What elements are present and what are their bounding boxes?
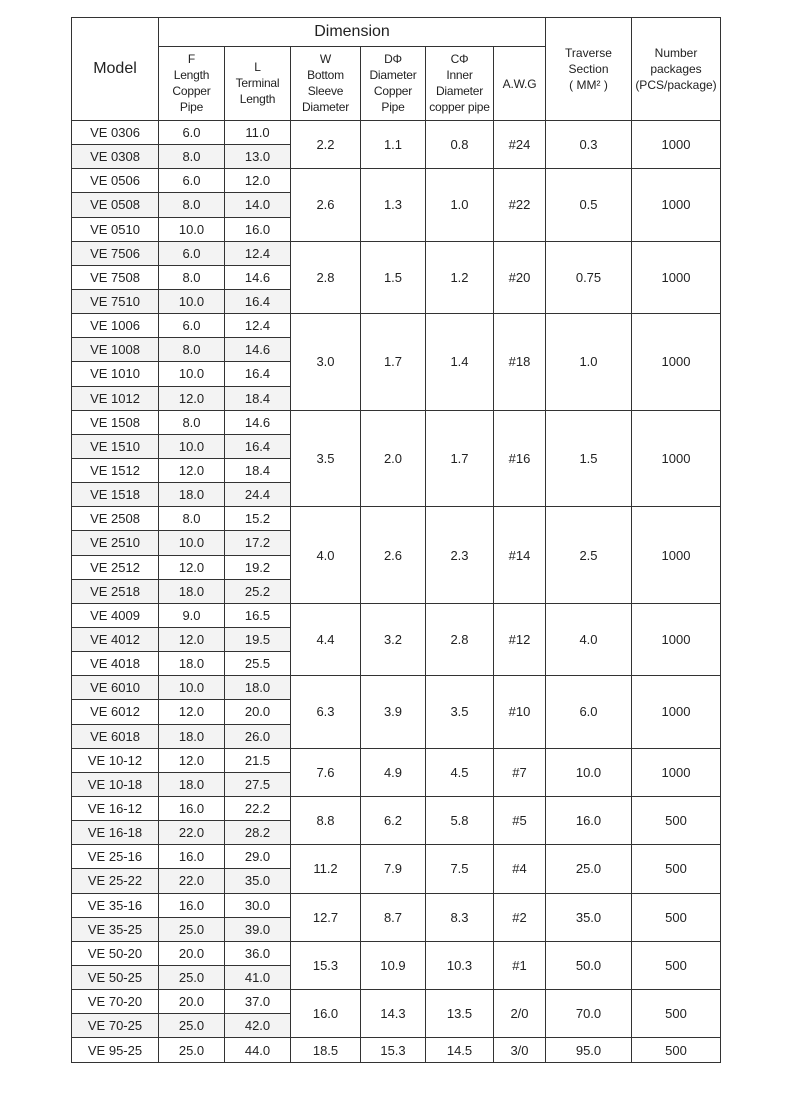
d-diameter-cell: 7.9	[361, 845, 426, 893]
l-terminal-length-cell: 16.4	[225, 434, 291, 458]
packages-cell: 500	[632, 796, 721, 844]
l-terminal-length-cell: 14.0	[225, 193, 291, 217]
l-terminal-length-cell: 39.0	[225, 917, 291, 941]
model-cell: VE 0308	[72, 145, 159, 169]
packages-cell: 1000	[632, 410, 721, 507]
d-diameter-cell: 15.3	[361, 1038, 426, 1063]
c-inner-diameter-cell: 14.5	[426, 1038, 494, 1063]
header-line: Terminal	[235, 76, 280, 90]
awg-cell: #7	[494, 748, 546, 796]
model-cell: VE 35-16	[72, 893, 159, 917]
l-terminal-length-cell: 12.0	[225, 169, 291, 193]
f-length-cell: 16.0	[159, 796, 225, 820]
f-length-cell: 6.0	[159, 169, 225, 193]
model-cell: VE 2508	[72, 507, 159, 531]
model-cell: VE 1012	[72, 386, 159, 410]
awg-cell: #24	[494, 121, 546, 169]
l-terminal-length-cell: 11.0	[225, 121, 291, 145]
w-diameter-cell: 7.6	[291, 748, 361, 796]
awg-cell: #4	[494, 845, 546, 893]
w-diameter-cell: 4.0	[291, 507, 361, 604]
l-terminal-length-cell: 16.0	[225, 217, 291, 241]
l-terminal-length-header	[225, 47, 291, 121]
packages-cell: 500	[632, 941, 721, 989]
header-line: Section	[568, 62, 609, 76]
l-terminal-length-cell: 19.2	[225, 555, 291, 579]
table-row	[72, 676, 721, 700]
l-terminal-length-cell: 44.0	[225, 1038, 291, 1063]
f-length-cell: 18.0	[159, 772, 225, 796]
d-diameter-cell: 2.6	[361, 507, 426, 604]
packages-cell: 1000	[632, 748, 721, 796]
f-length-cell: 10.0	[159, 676, 225, 700]
table-row	[72, 748, 721, 772]
traverse-section-cell: 25.0	[546, 845, 632, 893]
model-cell: VE 0508	[72, 193, 159, 217]
l-terminal-length-cell: 42.0	[225, 1014, 291, 1038]
header-code: DΦ	[384, 52, 402, 66]
model-cell: VE 2512	[72, 555, 159, 579]
awg-cell: 3/0	[494, 1038, 546, 1063]
spec-table	[71, 17, 721, 1063]
f-length-cell: 18.0	[159, 483, 225, 507]
l-terminal-length-cell: 30.0	[225, 893, 291, 917]
d-diameter-cell: 4.9	[361, 748, 426, 796]
d-diameter-cell: 3.9	[361, 676, 426, 748]
header-line: Length	[239, 92, 276, 106]
header-code: F	[187, 52, 196, 66]
table-row	[72, 121, 721, 145]
c-inner-diameter-cell: 8.3	[426, 893, 494, 941]
c-inner-diameter-cell: 3.5	[426, 676, 494, 748]
header-code: L	[254, 60, 261, 74]
traverse-section-cell: 6.0	[546, 676, 632, 748]
d-diameter-cell: 3.2	[361, 603, 426, 675]
traverse-section-cell: 50.0	[546, 941, 632, 989]
awg-cell: #10	[494, 676, 546, 748]
model-cell: VE 10-12	[72, 748, 159, 772]
f-length-cell: 25.0	[159, 1038, 225, 1063]
traverse-section-cell: 1.5	[546, 410, 632, 507]
c-inner-diameter-cell: 1.0	[426, 169, 494, 241]
c-inner-diameter-cell: 5.8	[426, 796, 494, 844]
f-length-cell: 25.0	[159, 917, 225, 941]
l-terminal-length-cell: 17.2	[225, 531, 291, 555]
c-inner-diameter-cell: 1.4	[426, 314, 494, 411]
w-diameter-cell: 6.3	[291, 676, 361, 748]
l-terminal-length-cell: 35.0	[225, 869, 291, 893]
f-length-cell: 22.0	[159, 821, 225, 845]
f-length-cell: 18.0	[159, 724, 225, 748]
l-terminal-length-cell: 28.2	[225, 821, 291, 845]
f-length-cell: 20.0	[159, 941, 225, 965]
w-diameter-cell: 15.3	[291, 941, 361, 989]
w-diameter-cell: 16.0	[291, 990, 361, 1038]
awg-cell: #16	[494, 410, 546, 507]
header-line: Copper	[172, 84, 211, 98]
table-row	[72, 941, 721, 965]
model-cell: VE 7510	[72, 289, 159, 313]
l-terminal-length-cell: 18.0	[225, 676, 291, 700]
l-terminal-length-cell: 41.0	[225, 965, 291, 989]
l-terminal-length-cell: 25.5	[225, 652, 291, 676]
d-diameter-cell: 1.7	[361, 314, 426, 411]
d-diameter-cell: 2.0	[361, 410, 426, 507]
awg-cell: #12	[494, 603, 546, 675]
awg-header: A.W.G	[494, 47, 546, 121]
header-line: Pipe	[381, 100, 405, 114]
awg-cell: #22	[494, 169, 546, 241]
table-row	[72, 410, 721, 434]
c-inner-diameter-cell: 13.5	[426, 990, 494, 1038]
model-cell: VE 25-22	[72, 869, 159, 893]
packages-cell: 500	[632, 1038, 721, 1063]
c-inner-diameter-cell: 7.5	[426, 845, 494, 893]
l-terminal-length-cell: 27.5	[225, 772, 291, 796]
table-body	[72, 121, 721, 1063]
l-terminal-length-cell: 16.5	[225, 603, 291, 627]
c-inner-diameter-cell: 10.3	[426, 941, 494, 989]
f-length-cell: 20.0	[159, 990, 225, 1014]
awg-cell: #18	[494, 314, 546, 411]
f-length-cell: 8.0	[159, 265, 225, 289]
awg-cell: #2	[494, 893, 546, 941]
f-length-cell: 10.0	[159, 434, 225, 458]
dimension-header: Dimension	[159, 18, 546, 47]
model-cell: VE 16-12	[72, 796, 159, 820]
packages-cell: 1000	[632, 241, 721, 313]
f-length-cell: 12.0	[159, 555, 225, 579]
table-row	[72, 507, 721, 531]
l-terminal-length-cell: 20.0	[225, 700, 291, 724]
model-cell: VE 70-20	[72, 990, 159, 1014]
header-line: Diameter	[301, 100, 350, 114]
f-length-cell: 10.0	[159, 362, 225, 386]
f-length-cell: 22.0	[159, 869, 225, 893]
f-length-cell: 8.0	[159, 410, 225, 434]
l-terminal-length-cell: 14.6	[225, 338, 291, 362]
header-line: (PCS/package)	[635, 78, 717, 92]
l-terminal-length-cell: 14.6	[225, 410, 291, 434]
f-length-cell: 12.0	[159, 748, 225, 772]
header-line: copper pipe	[429, 100, 490, 114]
header-line: Traverse	[565, 46, 612, 60]
f-length-cell: 12.0	[159, 458, 225, 482]
c-inner-diameter-header	[426, 47, 494, 121]
f-length-cell: 6.0	[159, 121, 225, 145]
f-length-cell: 16.0	[159, 893, 225, 917]
l-terminal-length-cell: 36.0	[225, 941, 291, 965]
model-cell: VE 1518	[72, 483, 159, 507]
f-length-cell: 18.0	[159, 579, 225, 603]
packages-cell: 500	[632, 845, 721, 893]
header-line: Sleeve	[307, 84, 344, 98]
l-terminal-length-cell: 25.2	[225, 579, 291, 603]
w-diameter-cell: 3.0	[291, 314, 361, 411]
model-cell: VE 0306	[72, 121, 159, 145]
w-diameter-cell: 8.8	[291, 796, 361, 844]
f-length-cell: 9.0	[159, 603, 225, 627]
f-length-cell: 25.0	[159, 1014, 225, 1038]
f-length-cell: 8.0	[159, 193, 225, 217]
l-terminal-length-cell: 26.0	[225, 724, 291, 748]
header-row-top	[72, 18, 721, 47]
traverse-section-cell: 2.5	[546, 507, 632, 604]
f-length-cell: 25.0	[159, 965, 225, 989]
model-cell: VE 6010	[72, 676, 159, 700]
awg-cell: #5	[494, 796, 546, 844]
model-cell: VE 6018	[72, 724, 159, 748]
traverse-section-cell: 0.3	[546, 121, 632, 169]
model-cell: VE 4018	[72, 652, 159, 676]
f-length-cell: 8.0	[159, 145, 225, 169]
w-diameter-cell: 12.7	[291, 893, 361, 941]
table-row	[72, 893, 721, 917]
f-length-cell: 18.0	[159, 652, 225, 676]
f-length-copper-pipe-header	[159, 47, 225, 121]
l-terminal-length-cell: 16.4	[225, 362, 291, 386]
w-diameter-cell: 2.2	[291, 121, 361, 169]
model-cell: VE 4012	[72, 627, 159, 651]
model-cell: VE 4009	[72, 603, 159, 627]
awg-cell: #14	[494, 507, 546, 604]
l-terminal-length-cell: 13.0	[225, 145, 291, 169]
model-cell: VE 2510	[72, 531, 159, 555]
l-terminal-length-cell: 18.4	[225, 458, 291, 482]
f-length-cell: 12.0	[159, 627, 225, 651]
model-cell: VE 50-25	[72, 965, 159, 989]
d-diameter-cell: 1.1	[361, 121, 426, 169]
d-diameter-cell: 10.9	[361, 941, 426, 989]
traverse-section-cell: 0.5	[546, 169, 632, 241]
header-line: Number	[654, 46, 698, 60]
model-cell: VE 35-25	[72, 917, 159, 941]
model-cell: VE 10-18	[72, 772, 159, 796]
l-terminal-length-cell: 29.0	[225, 845, 291, 869]
table-row	[72, 1038, 721, 1063]
awg-cell: #20	[494, 241, 546, 313]
l-terminal-length-cell: 18.4	[225, 386, 291, 410]
traverse-section-cell: 35.0	[546, 893, 632, 941]
d-diameter-cell: 6.2	[361, 796, 426, 844]
header-line: packages	[650, 62, 702, 76]
model-cell: VE 70-25	[72, 1014, 159, 1038]
model-cell: VE 6012	[72, 700, 159, 724]
model-cell: VE 1508	[72, 410, 159, 434]
model-cell: VE 25-16	[72, 845, 159, 869]
packages-cell: 1000	[632, 676, 721, 748]
f-length-cell: 8.0	[159, 507, 225, 531]
l-terminal-length-cell: 22.2	[225, 796, 291, 820]
f-length-cell: 16.0	[159, 845, 225, 869]
awg-cell: 2/0	[494, 990, 546, 1038]
traverse-section-cell: 10.0	[546, 748, 632, 796]
table-row	[72, 845, 721, 869]
l-terminal-length-cell: 19.5	[225, 627, 291, 651]
f-length-cell: 10.0	[159, 217, 225, 241]
model-cell: VE 1008	[72, 338, 159, 362]
model-cell: VE 1006	[72, 314, 159, 338]
traverse-section-cell: 95.0	[546, 1038, 632, 1063]
model-cell: VE 50-20	[72, 941, 159, 965]
model-header: Model	[72, 18, 159, 121]
w-diameter-cell: 2.8	[291, 241, 361, 313]
awg-cell: #1	[494, 941, 546, 989]
l-terminal-length-cell: 14.6	[225, 265, 291, 289]
model-cell: VE 7508	[72, 265, 159, 289]
w-diameter-cell: 11.2	[291, 845, 361, 893]
model-cell: VE 1512	[72, 458, 159, 482]
table-row	[72, 603, 721, 627]
f-length-cell: 6.0	[159, 241, 225, 265]
w-diameter-cell: 4.4	[291, 603, 361, 675]
table-row	[72, 796, 721, 820]
header-line: Copper	[373, 84, 413, 98]
l-terminal-length-cell: 15.2	[225, 507, 291, 531]
header-code: W	[319, 52, 332, 66]
w-diameter-cell: 2.6	[291, 169, 361, 241]
packages-cell: 500	[632, 990, 721, 1038]
f-length-cell: 6.0	[159, 314, 225, 338]
packages-cell: 1000	[632, 314, 721, 411]
d-diameter-cell: 1.3	[361, 169, 426, 241]
packages-header	[632, 18, 721, 121]
packages-cell: 1000	[632, 507, 721, 604]
traverse-section-cell: 16.0	[546, 796, 632, 844]
packages-cell: 1000	[632, 121, 721, 169]
model-cell: VE 0510	[72, 217, 159, 241]
table-header	[72, 18, 721, 121]
table-row	[72, 990, 721, 1014]
d-diameter-cell: 14.3	[361, 990, 426, 1038]
traverse-section-cell: 4.0	[546, 603, 632, 675]
packages-cell: 500	[632, 893, 721, 941]
w-bottom-sleeve-diameter-header	[291, 47, 361, 121]
f-length-cell: 12.0	[159, 386, 225, 410]
packages-cell: 1000	[632, 603, 721, 675]
c-inner-diameter-cell: 1.2	[426, 241, 494, 313]
l-terminal-length-cell: 21.5	[225, 748, 291, 772]
d-diameter-copper-pipe-header	[361, 47, 426, 121]
d-diameter-cell: 8.7	[361, 893, 426, 941]
header-line: Diameter	[369, 68, 417, 82]
table-row	[72, 241, 721, 265]
traverse-section-cell: 0.75	[546, 241, 632, 313]
c-inner-diameter-cell: 4.5	[426, 748, 494, 796]
f-length-cell: 8.0	[159, 338, 225, 362]
table-row	[72, 169, 721, 193]
c-inner-diameter-cell: 2.8	[426, 603, 494, 675]
model-cell: VE 16-18	[72, 821, 159, 845]
l-terminal-length-cell: 24.4	[225, 483, 291, 507]
header-line: ( MM² )	[569, 78, 608, 92]
f-length-cell: 10.0	[159, 289, 225, 313]
model-cell: VE 2518	[72, 579, 159, 603]
header-line: Bottom	[307, 68, 344, 82]
table-row	[72, 314, 721, 338]
f-length-cell: 10.0	[159, 531, 225, 555]
model-cell: VE 1010	[72, 362, 159, 386]
f-length-cell: 12.0	[159, 700, 225, 724]
c-inner-diameter-cell: 2.3	[426, 507, 494, 604]
header-line: Diameter	[435, 84, 484, 98]
traverse-section-cell: 70.0	[546, 990, 632, 1038]
model-cell: VE 95-25	[72, 1038, 159, 1063]
d-diameter-cell: 1.5	[361, 241, 426, 313]
l-terminal-length-cell: 12.4	[225, 314, 291, 338]
model-cell: VE 0506	[72, 169, 159, 193]
traverse-section-header	[546, 18, 632, 121]
packages-cell: 1000	[632, 169, 721, 241]
l-terminal-length-cell: 37.0	[225, 990, 291, 1014]
traverse-section-cell: 1.0	[546, 314, 632, 411]
l-terminal-length-cell: 12.4	[225, 241, 291, 265]
w-diameter-cell: 18.5	[291, 1038, 361, 1063]
l-terminal-length-cell: 16.4	[225, 289, 291, 313]
c-inner-diameter-cell: 1.7	[426, 410, 494, 507]
model-cell: VE 7506	[72, 241, 159, 265]
model-cell: VE 1510	[72, 434, 159, 458]
header-line: Pipe	[179, 100, 204, 114]
header-line: Length	[173, 68, 210, 82]
c-inner-diameter-cell: 0.8	[426, 121, 494, 169]
header-line: Inner	[446, 68, 473, 82]
w-diameter-cell: 3.5	[291, 410, 361, 507]
header-code: CΦ	[450, 52, 469, 66]
